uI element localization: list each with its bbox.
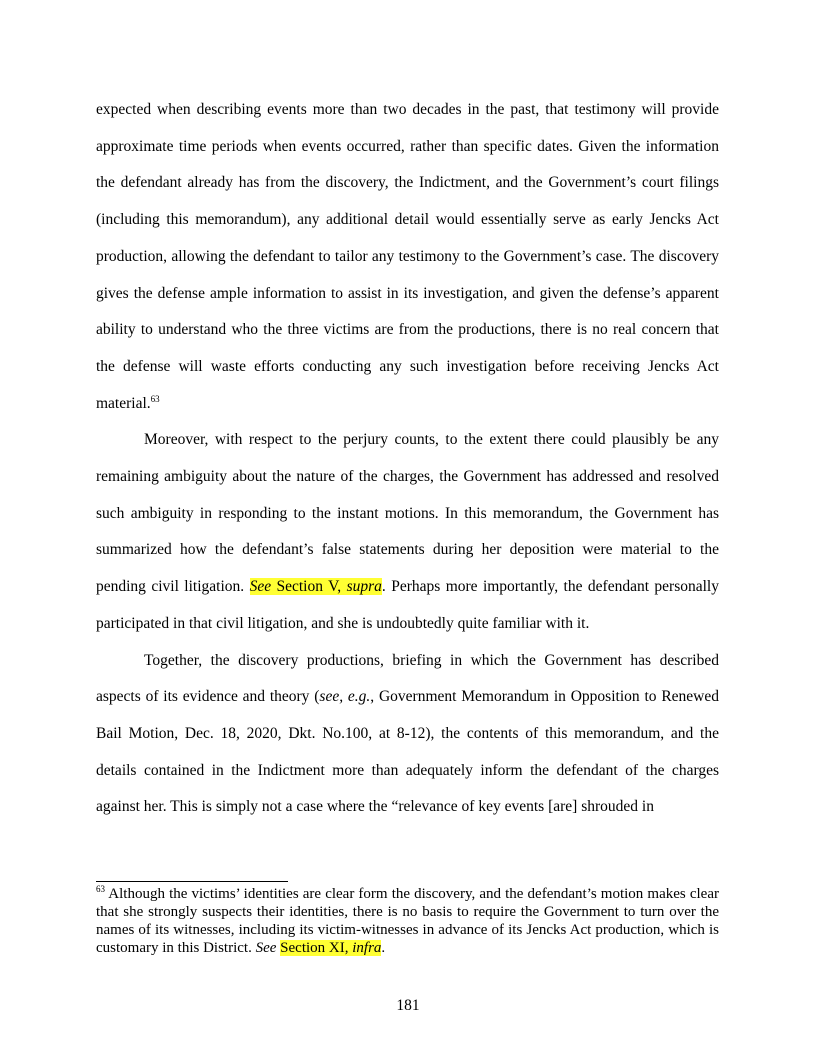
footnote-citation-signal-see: See (255, 940, 277, 956)
citation-period: . (381, 578, 386, 596)
paragraph-1-text: expected when describing events more than two decades in the past, that testimony will provide approximate time periods when events occurred, rather than specific dates. Given the information the defendant already has from the discovery, the Indictment, and the Government’s court filings (including this memorandum), any additional detail would essentially serve as early Jencks Act production, allowing the defendant to tailor any testimony to the Government’s case. The discovery gives the defense ample information to assist in its investigation, and given the defense’s apparent ability to understand who the three victims are from the productions, there is no real concern that the defense will waste efforts conducting any such investigation before receiving Jencks Act material. (96, 101, 719, 412)
paragraph-3 (96, 643, 719, 827)
citation-signal-see: See (249, 578, 272, 596)
footnote-separator (96, 881, 288, 882)
footnote-citation-period: . (381, 940, 386, 956)
paragraph-3-text-after: , Government Memorandum in Opposition to Renewed Bail Motion, Dec. 18, 2020, Dkt. No.100, at 8-12), the contents of this memorandum, and the details contained in the Indictment more than adequately inform the defendant of the charges against her. This is simply not a case where the “relevance of key events [are] shrouded in (96, 688, 719, 816)
body-text (96, 92, 719, 826)
paragraph-2-text-after: Perhaps more importantly, the defendant personally participated in that civil litigation, and she is undoubtedly quite familiar with it. (96, 578, 719, 632)
paragraph-2-text-before: Moreover, with respect to the perjury counts, to the extent there could plausibly be any remaining ambiguity about the nature of the charges, the Government has addressed and resolved such ambiguity in responding to the instant motions. In this memorandum, the Government has summarized how the defendant’s false statements during her deposition were material to the pending civil litigation. (96, 431, 719, 596)
highlighted-citation-section-v (250, 578, 382, 595)
paragraph-2 (96, 422, 719, 642)
paragraph-3-text-before: Together, the discovery productions, briefing in which the Government has described aspects of its evidence and theory ( (96, 651, 719, 706)
footnote-number: 63 (96, 884, 105, 894)
paragraph-1 (96, 92, 719, 422)
page-number: 181 (396, 997, 420, 1014)
footnote-citation-section-xi: Section XI, (280, 940, 353, 956)
citation-supra: supra (346, 578, 382, 596)
citation-signal-see-eg: see, e.g. (319, 688, 371, 706)
footnote-text: Although the victims’ identities are clear form the discovery, and the defendant’s motion makes clear that she strongly suspects their identities, there is no basis to require the Government to turn over the names of its witnesses, including its victim-witnesses in advance of its Jencks Act production, which is customary in this District. (96, 886, 719, 956)
citation-section-v: Section V, (271, 578, 347, 596)
footnote-citation-infra: infra (352, 940, 382, 956)
highlighted-citation-section-xi (280, 940, 381, 956)
footnote-63 (96, 885, 719, 957)
footnote-ref-63: 63 (150, 393, 160, 404)
